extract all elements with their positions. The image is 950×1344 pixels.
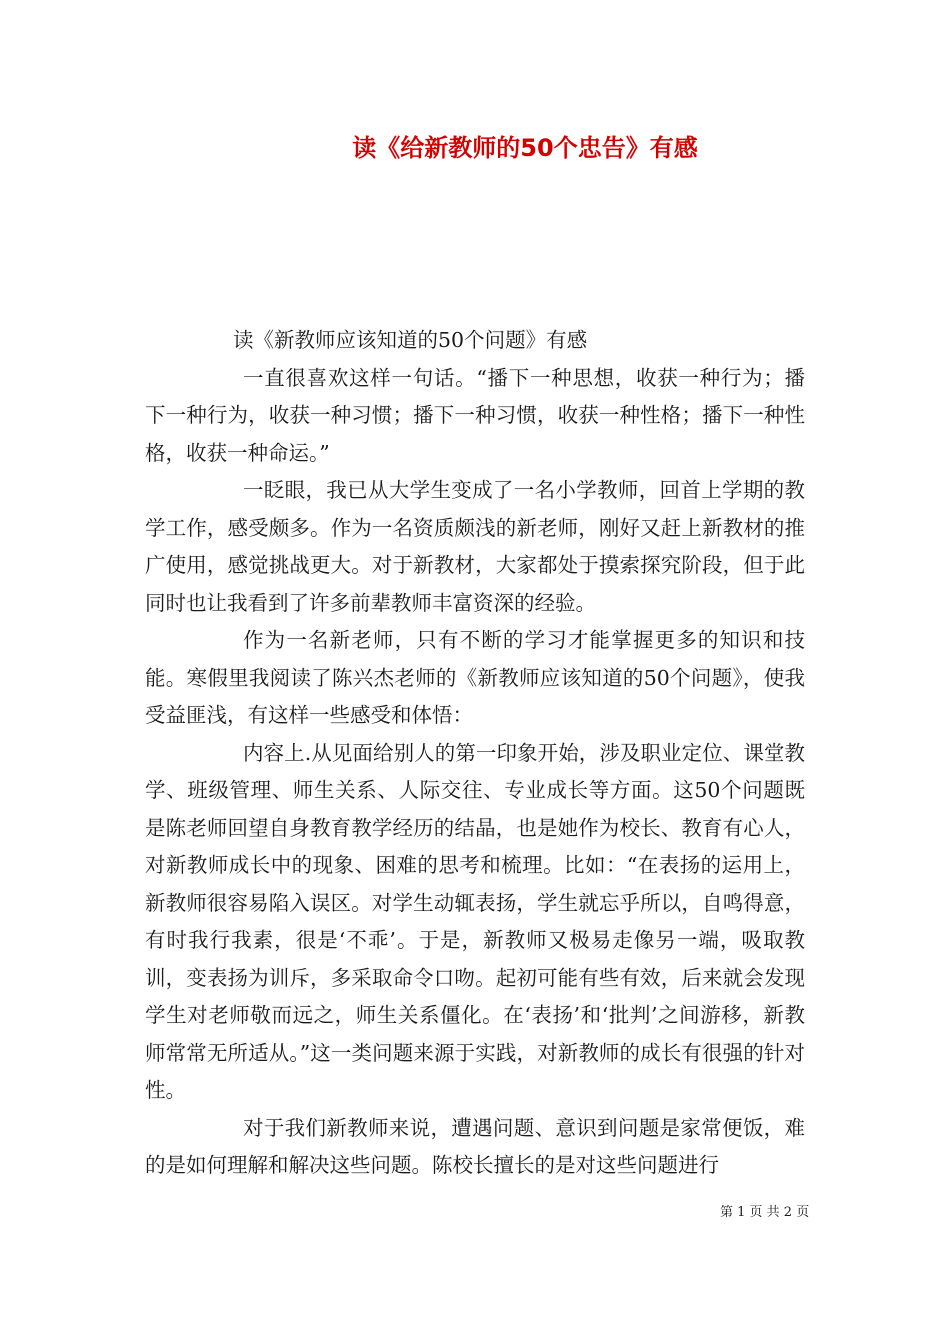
paragraph-1: 一直很喜欢这样一句话。“播下一种思想，收获一种行为；播下一种行为，收获一种习惯；播下一种习惯，收获一种性格；播下一种性格，收获一种命运。”: [145, 365, 805, 465]
document-subtitle: 读《新教师应该知道的50个问题》有感: [233, 328, 588, 352]
page-number-footer: 第 1 页 共 2 页: [720, 1205, 810, 1220]
paragraph-4: 内容上.从见面给别人的第一印象开始，涉及职业定位、课堂教学、班级管理、师生关系、人际交往、专业成长等方面。这50个问题既是陈老师回望自身教育教学经历的结晶，也是她作为校长、教育有心人，对新教师成长中的现象、困难的思考和梳理。比如：“在表扬的运用上，新教师很容易陷入误区。对学生动辄表扬，学生就忘乎所以，自鸣得意，有时我行我素，很是‘不乖’。于是，新教师又极易走像另一端，吸取教训，变表扬为训斥，多采取命令口吻。起初可能有些有效，后来就会发现学生对老师敬而远之，师生关系僵化。在‘表扬’和‘批判’之间游移，新教师常常无所适从。”这一类问题来源于实践，对新教师的成长有很强的针对性。: [145, 740, 805, 1102]
paragraph-2: 一眨眼，我已从大学生变成了一名小学教师，回首上学期的教学工作，感受颇多。作为一名资质颇浅的新老师，刚好又赶上新教材的推广使用，感觉挑战更大。对于新教材，大家都处于摸索探究阶段，但于此同时也让我看到了许多前辈教师丰富资深的经验。: [145, 478, 805, 615]
paragraph-5: 对于我们新教师来说，遭遇问题、意识到问题是家常便饭，难的是如何理解和解决这些问题。陈校长擅长的是对这些问题进行: [145, 1115, 805, 1177]
document-title: 读《给新教师的50个忠告》有感: [352, 134, 698, 162]
document-body: [145, 322, 805, 1185]
paragraph-3: 作为一名新老师，只有不断的学习才能掌握更多的知识和技能。寒假里我阅读了陈兴杰老师的《新教师应该知道的50个问题》，使我受益匪浅，有这样一些感受和体悟：: [145, 628, 805, 727]
